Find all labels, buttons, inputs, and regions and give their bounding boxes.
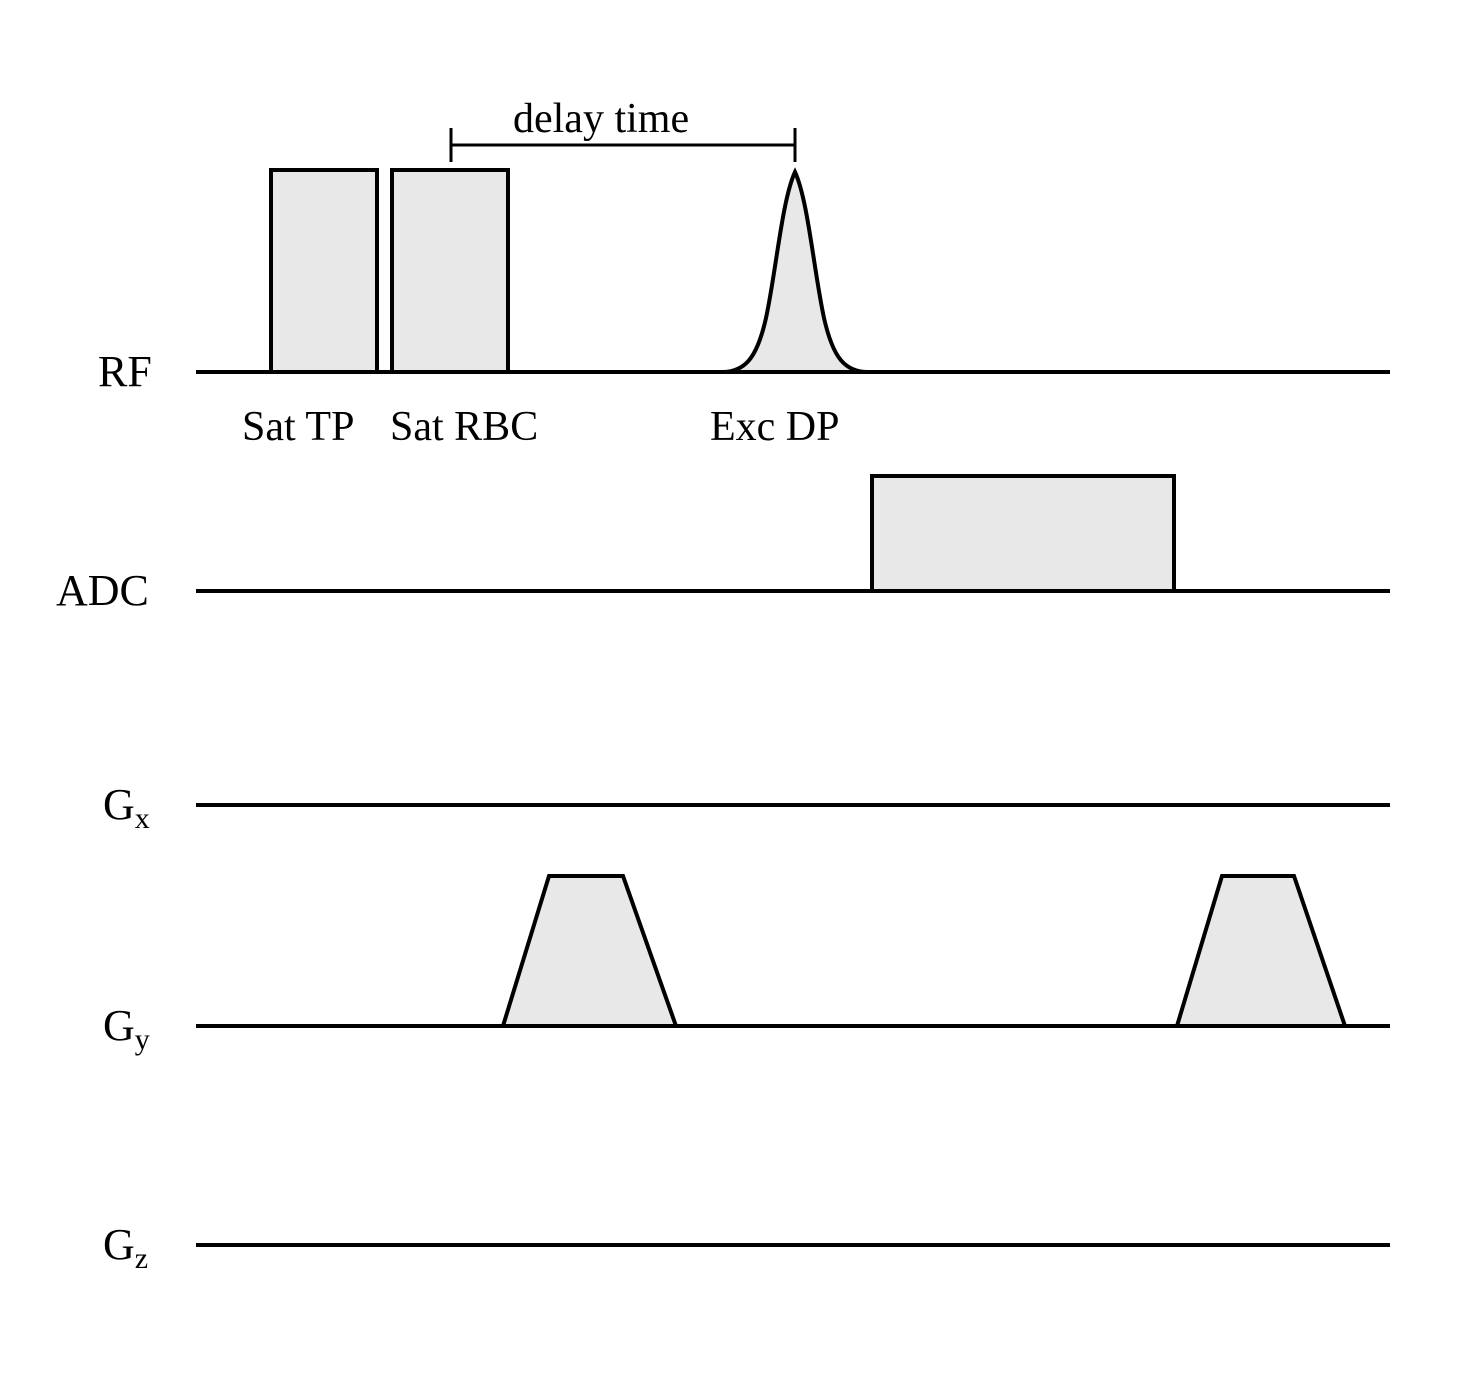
gy-phase-encode-2 (1177, 876, 1345, 1026)
gy-subscript: y (134, 1023, 150, 1056)
gy-phase-encode-1 (503, 876, 676, 1026)
sat-rbc-pulse (392, 170, 508, 372)
pulse-label-sat-tp: Sat TP (242, 404, 355, 450)
adc-readout-window (872, 476, 1174, 591)
pulse-label-exc-dp: Exc DP (710, 404, 840, 450)
gz-subscript: z (134, 1242, 149, 1275)
channel-label-adc: ADC (56, 566, 149, 615)
delay-time-label: delay time (513, 96, 690, 142)
channel-label-gx: $G_x$ (103, 780, 150, 835)
pulse-label-sat-rbc: Sat RBC (390, 404, 539, 450)
exc-dp-pulse (722, 172, 868, 372)
channel-label-rf: RF (98, 347, 152, 396)
gx-subscript: x (134, 802, 150, 835)
sat-tp-pulse (271, 170, 377, 372)
channel-label-gy: $G_y$ (103, 1001, 150, 1056)
channel-label-gz: $G_z$ (103, 1220, 149, 1275)
